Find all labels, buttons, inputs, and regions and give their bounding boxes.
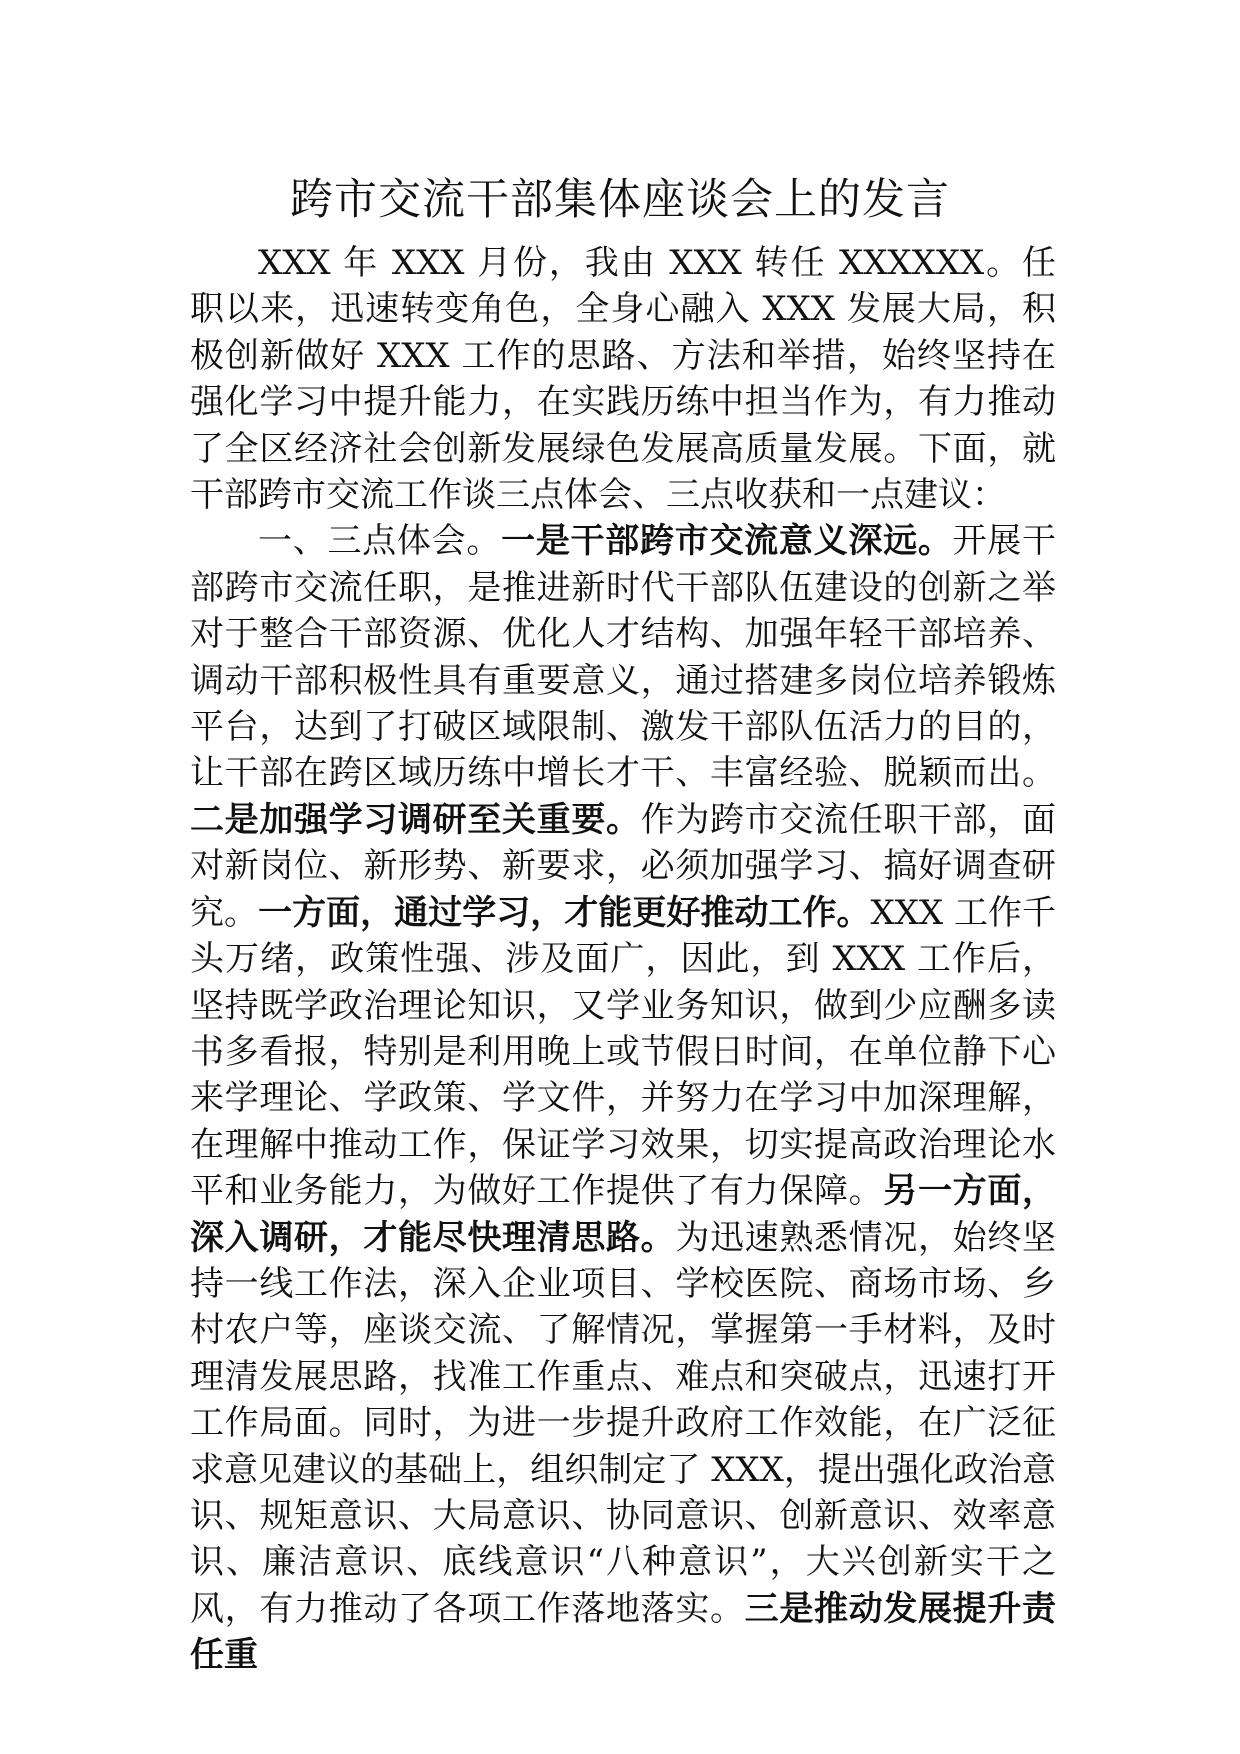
- document-body: [190, 240, 1056, 1679]
- point-1-text: 开展干部跨市交流任职，是推进新时代干部队伍建设的创新之举对于整合干部资源、优化人才结构、加强年轻干部培养、调动干部积极性具有重要意义，通过搭建多岗位培养锻炼平台，达到了打破区域限制、激发干部队伍活力的目的，让干部在跨区域历练中增长才干、丰富经验、脱颖而出。: [190, 521, 1057, 794]
- point-2-sub-2-text: 为迅速熟悉情况，始终坚持一线工作法，深入企业项目、学校医院、商场市场、乡村农户等，座谈交流、了解情况，掌握第一手材料，及时理清发展思路，找准工作重点、难点和突破点，迅速打开工作局面。同时，为进一步提升政府工作效能，在广泛征求意见建议的基础上，组织制定了 XXX，提出强化政治意识、规矩意识、大局意识、协同意识、创新意识、效率意识、廉洁意识、底线意识“八种意识”，大兴创新实干之风，有力推动了各项工作落地落实。: [190, 1217, 1057, 1629]
- point-2-sub-2-title: 另一方面，深入调研，才能尽快理清思路。: [190, 1171, 1057, 1258]
- section-1-heading: 一、三点体会。: [258, 521, 502, 562]
- point-2-sub-1-title: 一方面，通过学习，才能更好推动工作。: [258, 892, 871, 933]
- section-1-paragraph: [190, 518, 1056, 1678]
- point-3-title: 三是推动发展提升责任重: [190, 1588, 1057, 1676]
- intro-paragraph: XXX 年 XXX 月份，我由 XXX 转任 XXXXXX。任职以来，迅速转变角色，全身心融入 XXX 发展大局，积极创新做好 XXX 工作的思路、方法和举措，始终坚持在强化学习中提升能力，在实践历练中担当作为，有力推动了全区经济社会创新发展绿色发展高质量发展。下面，就干部跨市交流工作谈三点体会、三点收获和一点建议：: [190, 243, 1056, 516]
- point-2-sub-1-text: XXX 工作千头万绪，政策性强、涉及面广，因此，到 XXX 工作后，坚持既学政治理论知识，又学业务知识，做到少应酬多读书多看报，特别是利用晚上或节假日时间，在单位静下心来学理论、学政策、学文件，并努力在学习中加深理解，在理解中推动工作，保证学习效果，切实提高政治理论水平和业务能力，为做好工作提供了有力保障。: [190, 892, 1057, 1212]
- point-2-title: 二是加强学习调研至关重要。: [190, 799, 641, 840]
- point-2-text: 作为跨市交流任职干部，面对新岗位、新形势、新要求，必须加强学习、搞好调查研究。: [190, 799, 1057, 933]
- point-1-title: 一是干部跨市交流意义深远。: [501, 521, 953, 562]
- document-title: 跨市交流干部集体座谈会上的发言: [290, 175, 950, 225]
